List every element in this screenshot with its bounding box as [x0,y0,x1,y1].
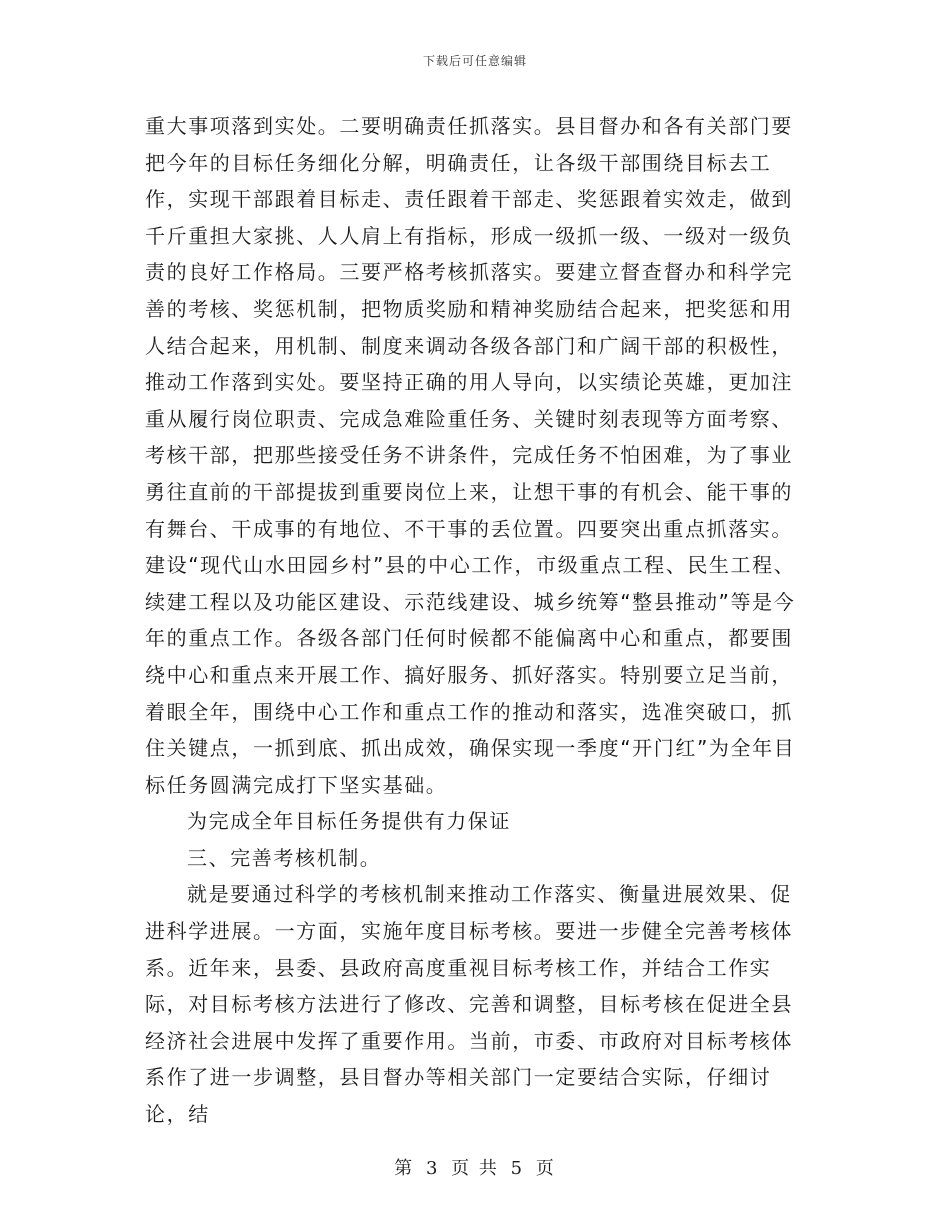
body-paragraph-1: 重大事项落到实处。二要明确责任抓落实。县目督办和各有关部门要把今年的目标任务细化分解，明确责任，让各级干部围绕目标去工作，实现干部跟着目标走、责任跟着干部走、奖惩跟着实效走，做到千斤重担大家挑、人人肩上有指标，形成一级抓一级、一级对一级负责的良好工作格局。三要严格考核抓落实。要建立督查督办和科学完善的考核、奖惩机制，把物质奖励和精神奖励结合起来，把奖惩和用人结合起来，用机制、制度来调动各级各部门和广阔干部的积极性，推动工作落到实处。要坚持正确的用人导向，以实绩论英雄，更加注重从履行岗位职责、完成急难险重任务、关键时刻表现等方面考察、考核干部，把那些接受任务不讲条件，完成任务不怕困难，为了事业勇往直前的干部提拔到重要岗位上来，让想干事的有机会、能干事的有舞台、干成事的有地位、不干事的丢位置。四要突出重点抓落实。建设“现代山水田园乡村”县的中心工作，市级重点工程、民生工程、续建工程以及功能区建设、示范线建设、城乡统筹“整县推动”等是今年的重点工作。各级各部门任何时候都不能偏离中心和重点，都要围绕中心和重点来开展工作、搞好服务、抓好落实。特别要立足当前，着眼全年，围绕中心工作和重点工作的推动和落实，选准突破口，抓住关键点，一抓到底、抓出成效，确保实现一季度“开门红”为全年目标任务圆满完成打下坚实基础。 [145,114,796,797]
footer-current-page: 3 [425,1158,440,1179]
page-header-note: 下载后可任意编辑 [422,54,527,68]
footer-prefix: 第 [394,1158,415,1179]
body-paragraph-2: 为完成全年目标任务提供有力保证 [187,809,511,834]
page-footer [0,1154,950,1180]
footer-total-pages: 5 [510,1158,525,1179]
footer-middle: 页 共 [451,1158,499,1179]
document-body [145,108,805,1133]
footer-suffix: 页 [535,1158,556,1179]
section-heading: 三、完善考核机制。 [187,845,382,870]
body-paragraph-3: 就是要通过科学的考核机制来推动工作落实、衡量进展效果、促进科学进展。一方面，实施年度目标考核。要进一步健全完善考核体系。近年来，县委、县政府高度重视目标考核工作，并结合工作实际，对目标考核方法进行了修改、完善和调整，目标考核在促进全县经济社会进展中发挥了重要作用。当前，市委、市政府对目标考核体系作了进一步调整，县目督办等相关部门一定要结合实际，仔细讨论，结 [145,882,793,1127]
